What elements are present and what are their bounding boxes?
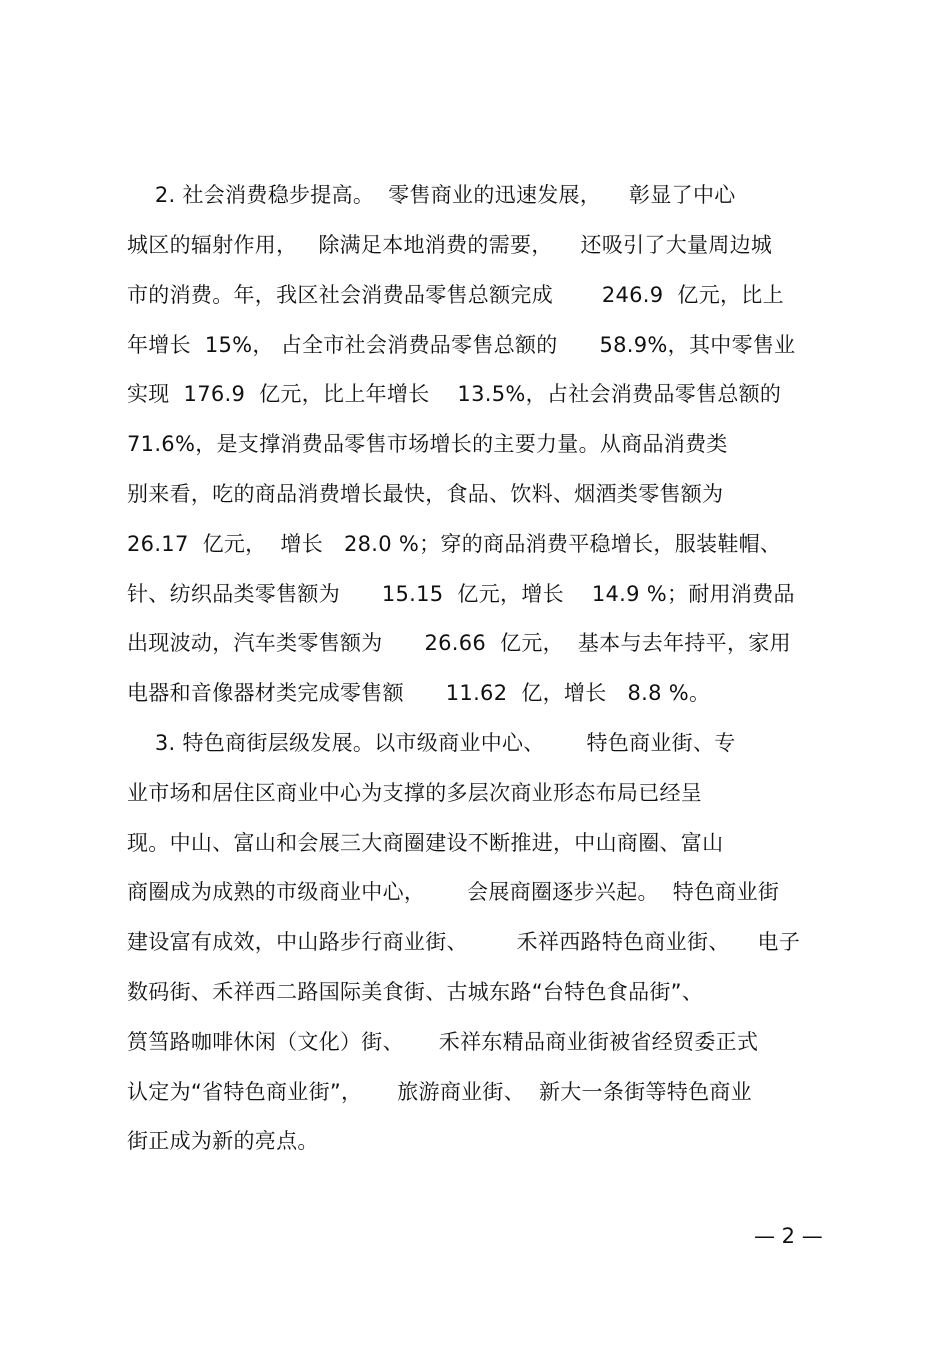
paragraph-line: 业市场和居住区商业中心为支撑的多层次商业形态布局已经呈 — [127, 781, 703, 805]
paragraph-line: 电器和音像器材类完成零售额 11.62 亿，增长 8.8 %。 — [127, 681, 711, 705]
paragraph-line: 26.17 亿元， 增长 28.0 %；穿的商品消费平稳增长，服装鞋帽、 — [127, 532, 782, 556]
paragraph-line: 筼筜路咖啡休闲（文化）街、 禾祥东精品商业街被省经贸委正式 — [127, 1030, 759, 1054]
paragraph-line: 实现 176.9 亿元，比上年增长 13.5%，占社会消费品零售总额的 — [127, 382, 782, 406]
paragraph-line: 市的消费。年，我区社会消费品零售总额完成 246.9 亿元，比上 — [127, 283, 784, 307]
paragraph-line: 城区的辐射作用， 除满足本地消费的需要， 还吸引了大量周边城 — [127, 233, 773, 257]
paragraph-line: 建设富有成效，中山路步行商业街、 禾祥西路特色商业街、 电子 — [127, 930, 801, 954]
paragraph-line: 数码街、禾祥西二路国际美食街、古城东路“台特色食品街”、 — [127, 980, 704, 1004]
paragraph-line: 2. 社会消费稳步提高。 零售商业的迅速发展， 彰显了中心 — [127, 183, 736, 207]
paragraph-line: 商圈成为成熟的市级商业中心， 会展商圈逐步兴起。 特色商业街 — [127, 880, 780, 904]
paragraph-line: 认定为“省特色商业街”， 旅游商业街、 新大一条街等特色商业 — [127, 1080, 752, 1104]
paragraph-line: 街正成为新的亮点。 — [127, 1129, 319, 1153]
paragraph-line: 年增长 15%， 占全市社会消费品零售总额的 58.9%，其中零售业 — [127, 333, 796, 357]
paragraph-line: 71.6%，是支撑消费品零售市场增长的主要力量。从商品消费类 — [127, 432, 728, 456]
paragraph-line: 3. 特色商街层级发展。以市级商业中心、 特色商业街、专 — [127, 731, 736, 755]
paragraph-line: 现。中山、富山和会展三大商圈建设不断推进，中山商圈、富山 — [127, 831, 724, 855]
paragraph-line: 别来看，吃的商品消费增长最快，食品、饮料、烟酒类零售额为 — [127, 482, 724, 506]
paragraph-line: 出现波动，汽车类零售额为 26.66 亿元， 基本与去年持平，家用 — [127, 631, 791, 655]
paragraph-line: 针、纺织品类零售额为 15.15 亿元，增长 14.9 %；耐用消费品 — [127, 582, 795, 606]
page-number: — 2 — — [754, 1224, 823, 1248]
